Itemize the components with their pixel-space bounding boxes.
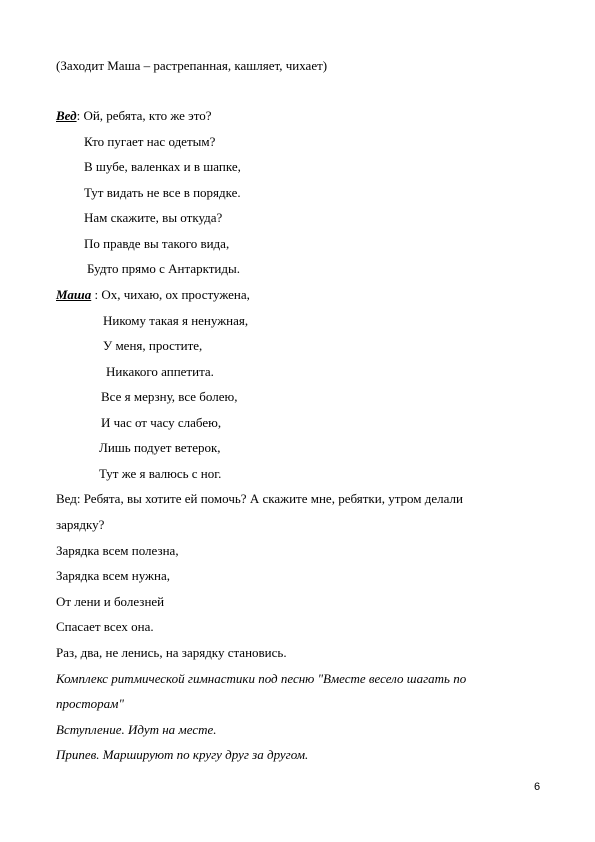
ved-question-line: зарядку?	[56, 517, 105, 532]
masha-line: У меня, простите,	[103, 338, 203, 353]
complex-title-line: Комплекс ритмической гимнастики под песню "Вместе весело шагать по	[56, 671, 467, 686]
masha-line: Все я мерзну, все болею,	[101, 389, 238, 404]
poem-line: Зарядка всем полезна,	[56, 543, 179, 558]
stage-direction: (Заходит Маша – растрепанная, кашляет, чихает)	[56, 58, 328, 73]
ved-line: В шубе, валенках и в шапке,	[84, 159, 241, 174]
poem-line: Раз, два, не ленись, на зарядку становись.	[56, 645, 287, 660]
speaker-ved: Вед	[56, 108, 77, 123]
poem-line: От лени и болезней	[56, 594, 165, 609]
speaker-masha: Маша	[56, 287, 92, 302]
masha-line: И час от часу слабею,	[101, 415, 222, 430]
masha-line: Никакого аппетита.	[106, 364, 214, 379]
masha-line-text: : Ох, чихаю, ох простужена,	[91, 287, 250, 302]
ved-line-text: : Ой, ребята, кто же это?	[76, 108, 212, 123]
ved-question-line: Вед: Ребята, вы хотите ей помочь? А скажите мне, ребятки, утром делали	[56, 491, 463, 506]
masha-line: Лишь подует ветерок,	[99, 440, 221, 455]
masha-line: Тут же я валюсь с ног.	[99, 466, 222, 481]
masha-first-line	[56, 287, 250, 303]
ved-line: Кто пугает нас одетым?	[84, 134, 216, 149]
instruction-line: Припев. Маршируют по кругу друг за другом.	[56, 747, 309, 762]
ved-line: Нам скажите, вы откуда?	[84, 210, 223, 225]
page-number: 6	[534, 781, 541, 793]
poem-line: Спасает всех она.	[56, 619, 154, 634]
ved-line: Тут видать не все в порядке.	[84, 185, 241, 200]
instruction-line: Вступление. Идут на месте.	[56, 722, 217, 737]
complex-title-line: просторам"	[56, 696, 124, 711]
masha-line: Никому такая я ненужная,	[103, 313, 249, 328]
ved-first-line	[56, 108, 212, 124]
ved-line: По правде вы такого вида,	[84, 236, 230, 251]
ved-line: Будто прямо с Антарктиды.	[87, 261, 240, 276]
poem-line: Зарядка всем нужна,	[56, 568, 170, 583]
